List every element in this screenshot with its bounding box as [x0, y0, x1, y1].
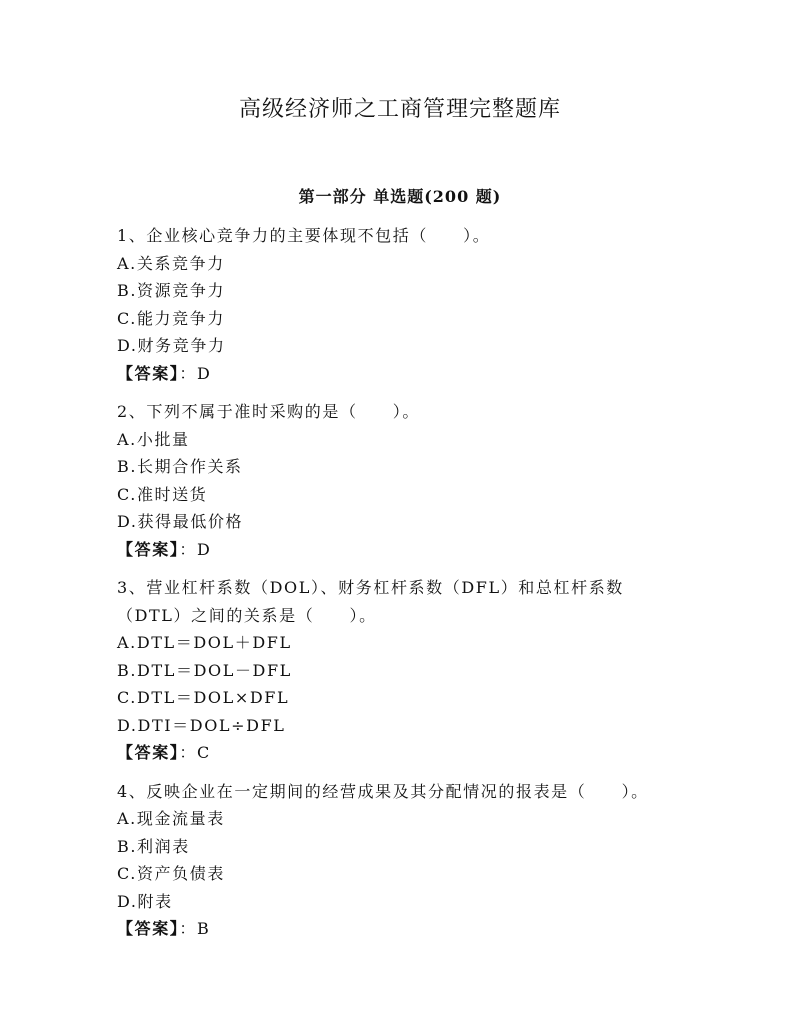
document-title: 高级经济师之工商管理完整题库	[238, 97, 561, 122]
option-c: C.准时送货	[117, 484, 208, 504]
question-4	[117, 778, 687, 943]
question-stem: 2、下列不属于准时采购的是（ ）。	[117, 402, 420, 421]
option-d: D.财务竞争力	[117, 336, 226, 355]
option-d: D.附表	[117, 891, 173, 911]
option-a: A.关系竞争力	[117, 253, 225, 273]
answer-value: ：D	[179, 363, 212, 383]
question-2	[117, 398, 687, 563]
option-b: B.资源竞争力	[117, 281, 226, 300]
answer-value: ：D	[179, 539, 212, 559]
option-c: C.资产负债表	[117, 864, 225, 883]
option-b: B.利润表	[117, 836, 190, 856]
answer-label: 【答案】	[117, 539, 180, 559]
option-d: D.获得最低价格	[117, 512, 244, 531]
question-stem: 1、企业核心竞争力的主要体现不包括（ ）。	[117, 226, 491, 245]
answer-line	[117, 739, 687, 767]
answer-value: ：C	[179, 743, 211, 762]
option-b: B.DTL＝DOL－DFL	[117, 660, 292, 680]
option-c: C.DTL＝DOL×DFL	[117, 688, 290, 707]
option-a: A.小批量	[117, 429, 190, 449]
answer-line	[117, 536, 687, 564]
answer-value: ：B	[179, 919, 211, 938]
question-list	[117, 222, 687, 954]
question-3	[117, 574, 687, 767]
option-a: A.DTL＝DOL＋DFL	[117, 633, 292, 652]
option-c: C.能力竞争力	[117, 308, 225, 328]
section-title: 第一部分 单选题(200 题)	[298, 187, 502, 206]
answer-line	[117, 360, 687, 388]
question-stem: 4、反映企业在一定期间的经营成果及其分配情况的报表是（ ）。	[117, 781, 649, 801]
option-d: D.DTI＝DOL÷DFL	[117, 715, 286, 735]
answer-line	[117, 915, 687, 943]
answer-label: 【答案】	[117, 743, 180, 762]
answer-label: 【答案】	[117, 363, 180, 383]
question-1	[117, 222, 687, 387]
option-b: B.长期合作关系	[117, 457, 243, 476]
question-stem: 3、营业杠杆系数（DOL）、财务杠杆系数（DFL）和总杠杆系数（DTL）之间的关系是（ ）。	[117, 578, 624, 625]
option-a: A.现金流量表	[117, 809, 225, 828]
answer-label: 【答案】	[117, 919, 180, 938]
